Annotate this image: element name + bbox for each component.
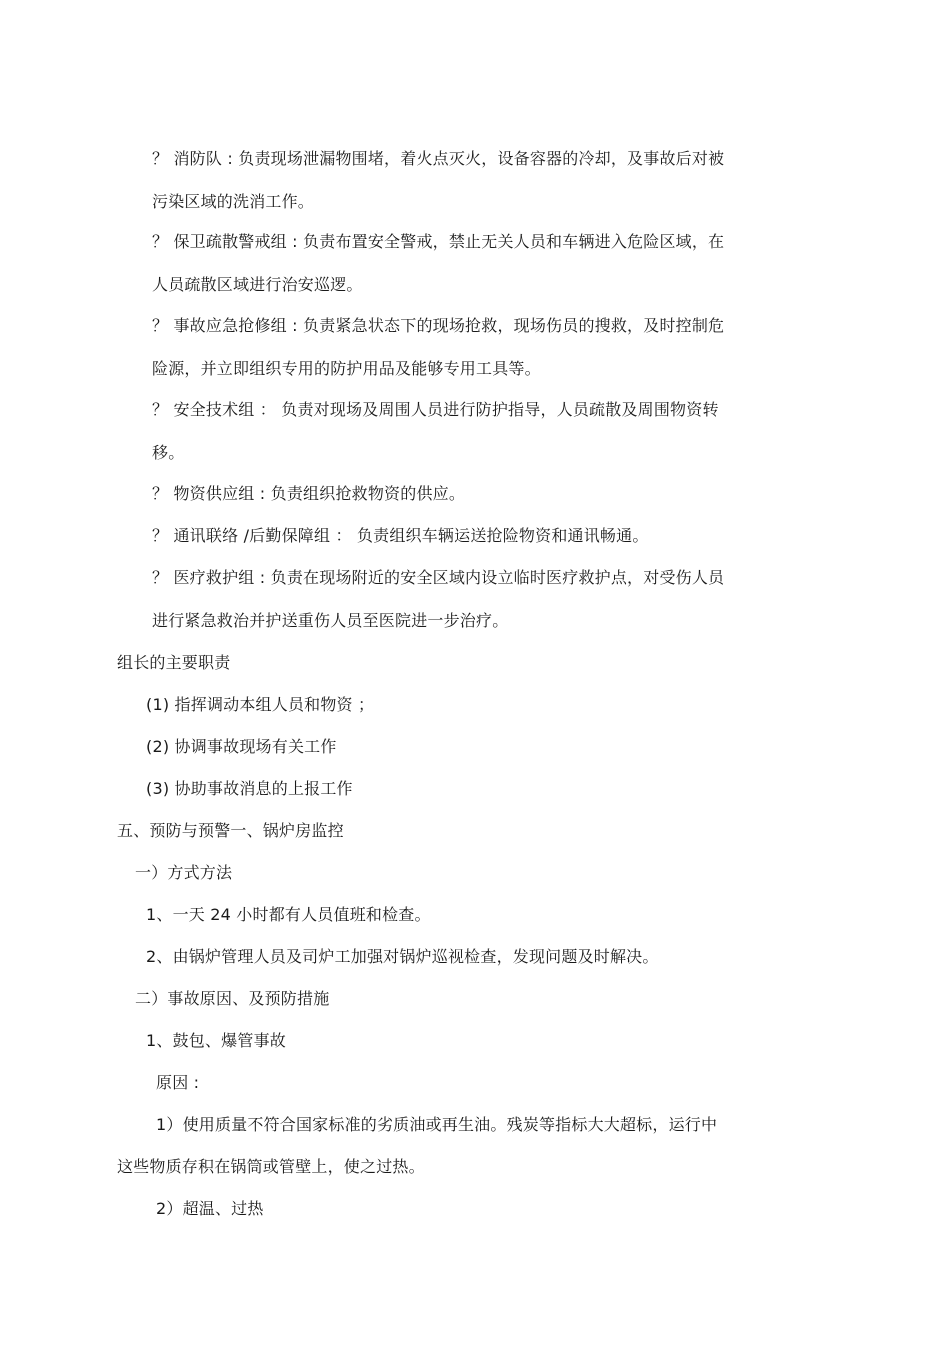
reason-1: 1）使用质量不符合国家标准的劣质油或再生油。残炭等指标大大超标，运行中 bbox=[156, 1115, 718, 1134]
duty-safety-tech: ？ 安全技术组 ： 负责对现场及周围人员进行防护指导，人员疏散及周围物资转 bbox=[152, 400, 719, 419]
section5-heading: 五、预防与预警一、锅炉房监控 bbox=[117, 821, 344, 840]
duty-material-supply: ？ 物资供应组 : 负责组织抢救物资的供应。 bbox=[152, 484, 466, 503]
section5-sub1-item-1: 1、一天 24 小时都有人员值班和检查。 bbox=[146, 905, 431, 924]
section5-sub2: 二）事故原因、及预防措施 bbox=[135, 989, 330, 1008]
duty-communication-logistics: ？ 通讯联络 /后勤保障组 ： 负责组织车辆运送抢险物资和通讯畅通。 bbox=[152, 526, 649, 545]
leader-item-1: (1) 指挥调动本组人员和物资 ； bbox=[146, 695, 375, 714]
duty-medical-rescue: ？ 医疗救护组 : 负责在现场附近的安全区域内设立临时医疗救护点，对受伤人员 bbox=[152, 568, 725, 587]
duty-security-evacuation-cont: 人员疏散区域进行治安巡逻。 bbox=[152, 275, 363, 294]
duty-emergency-repair-cont: 险源，并立即组织专用的防护用品及能够专用工具等。 bbox=[152, 359, 541, 378]
duty-emergency-repair: ？ 事故应急抢修组 : 负责紧急状态下的现场抢救，现场伤员的搜救，及时控制危 bbox=[152, 316, 725, 335]
reason-2: 2）超温、过热 bbox=[156, 1199, 264, 1218]
duty-safety-tech-cont: 移。 bbox=[152, 443, 185, 462]
reason-label: 原因 : bbox=[156, 1073, 200, 1092]
duty-security-evacuation: ？ 保卫疏散警戒组 : 负责布置安全警戒，禁止无关人员和车辆进入危险区域，在 bbox=[152, 232, 725, 251]
reason-1-cont: 这些物质存积在锅筒或管壁上，使之过热。 bbox=[117, 1157, 425, 1176]
leader-heading: 组长的主要职责 bbox=[117, 653, 231, 672]
duty-fire-brigade: ？ 消防队 : 负责现场泄漏物围堵，着火点灭火，设备容器的冷却，及事故后对被 bbox=[152, 149, 725, 168]
duty-fire-brigade-cont: 污染区域的洗消工作。 bbox=[152, 192, 315, 211]
section5-sub1-item-2: 2、由锅炉管理人员及司炉工加强对锅炉巡视检查，发现问题及时解决。 bbox=[146, 947, 659, 966]
leader-item-3: (3) 协助事故消息的上报工作 bbox=[146, 779, 353, 798]
section5-sub1: 一）方式方法 bbox=[135, 863, 233, 882]
section5-sub2-item-1: 1、鼓包、爆管事故 bbox=[146, 1031, 286, 1050]
duty-medical-rescue-cont: 进行紧急救治并护送重伤人员至医院进一步治疗。 bbox=[152, 611, 509, 630]
leader-item-2: (2) 协调事故现场有关工作 bbox=[146, 737, 337, 756]
